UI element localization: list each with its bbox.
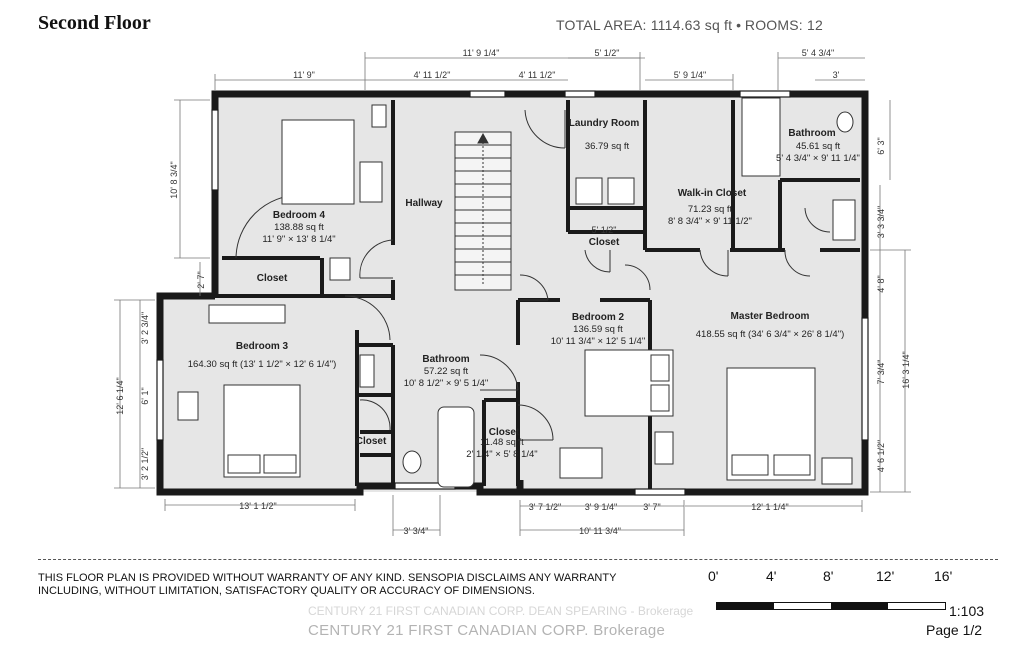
dim-bottom-bath: 3' 3/4": [403, 526, 429, 536]
dim-bottom-b2-right: 3' 7": [643, 502, 661, 512]
dim-bottom-master: 12' 1 1/4": [751, 502, 789, 512]
room-name-bath-master: Bathroom: [788, 128, 836, 139]
dim-bottom-b2-left: 3' 7 1/2": [528, 502, 562, 512]
scale-tick-0: 0': [708, 568, 719, 584]
dim-left-step: 2' 7": [196, 271, 206, 289]
total-area: TOTAL AREA: 1114.63 sq ft: [556, 17, 733, 33]
scale-tick-8: 8': [823, 568, 834, 584]
page-number: Page 1/2: [926, 622, 983, 638]
room-area-closet-b2: 11.48 sq ft: [480, 437, 524, 448]
dim-bottom-b2-window: 3' 9 1/4": [584, 502, 618, 512]
dim-top-bath: 5' 4 3/4": [801, 48, 835, 58]
room-info-bedroom3: 164.30 sq ft (13' 1 1/2" × 12' 6 1/4"): [187, 359, 337, 370]
room-area-walkin: 71.23 sq ft: [687, 204, 733, 215]
dim-left-b3-bottom: 3' 2 1/2": [140, 447, 150, 481]
room-name-hallway: Hallway: [405, 198, 443, 209]
room-area-bath-master: 45.61 sq ft: [795, 141, 841, 152]
scale-tick-16: 16': [934, 568, 953, 584]
dim-left-b3-top: 3' 2 3/4": [140, 311, 150, 345]
dim-right-step: 3' 3 3/4": [876, 205, 886, 239]
dim-right-bath: 6' 3": [876, 137, 886, 155]
dim-right-master-overall: 16' 3 1/4": [901, 351, 911, 389]
room-name-closet-b2: Closet: [488, 427, 520, 438]
dim-left-b4: 10' 8 3/4": [169, 161, 179, 199]
room-area-bedroom2: 136.59 sq ft: [573, 324, 623, 335]
room-dims-bedroom2: 10' 11 3/4" × 12' 5 1/4": [550, 336, 646, 347]
footer-divider: [38, 559, 998, 560]
room-dims-closet-b2: 2' 1/4" × 5' 8 1/4": [466, 449, 538, 460]
room-info-master: 418.55 sq ft (34' 6 3/4" × 26' 8 1/4"): [695, 329, 845, 340]
room-name-walkin: Walk-in Closet: [677, 188, 747, 199]
room-dims-walkin: 8' 8 3/4" × 9' 11 1/2": [668, 216, 752, 227]
scale-ratio: 1:103: [949, 603, 985, 619]
scale-tick-4: 4': [766, 568, 777, 584]
room-name-closet-b4: Closet: [256, 273, 288, 284]
room-dims-bath-hall: 10' 8 1/2" × 9' 5 1/4": [403, 378, 489, 389]
scale-bar: [716, 602, 946, 610]
room-name-closet-small: Closet: [588, 237, 620, 248]
room-name-bath-hall: Bathroom: [422, 354, 470, 365]
dim-closet-width: 5' 1/2": [591, 225, 617, 235]
summary-separator: •: [736, 17, 741, 33]
dim-top-hall-right: 4' 11 1/2": [518, 70, 556, 80]
scale-tick-12: 12': [876, 568, 895, 584]
dim-left-b3-window: 6' 1": [140, 387, 150, 405]
room-name-bedroom4: Bedroom 4: [272, 210, 326, 221]
room-dims-bath-master: 5' 4 3/4" × 9' 11 1/4": [776, 153, 860, 164]
room-name-laundry: Laundry Room: [568, 118, 640, 129]
area-summary: [556, 17, 823, 33]
dim-top-laundry: 5' 1/2": [594, 48, 620, 58]
room-area-bath-hall: 57.22 sq ft: [423, 366, 469, 377]
dim-right-master-top: 4' 8": [876, 275, 886, 293]
dim-top-overall: 11' 9 1/4": [462, 48, 500, 58]
dim-top-hall-left: 4' 11 1/2": [413, 70, 451, 80]
scale-labels: [700, 568, 970, 588]
bathtub: [438, 407, 474, 487]
disclaimer-text: THIS FLOOR PLAN IS PROVIDED WITHOUT WARRANTY OF ANY KIND. SENSOPIA DISCLAIMS ANY WARRANTY INCLUDING, WITHOUT LIMITATION, SATISFACTORY QUALITY OR ACCURACY OF DIMENSIONS.: [38, 572, 617, 597]
dim-right-master-window: 7' 3/4": [876, 359, 886, 385]
room-area-bedroom4: 138.88 sq ft: [274, 222, 324, 233]
room-count: ROOMS: 12: [744, 17, 823, 33]
dim-top-bath-small: 3': [832, 70, 840, 80]
staircase: [455, 132, 511, 290]
floor-title: Second Floor: [38, 12, 151, 34]
room-name-bedroom2: Bedroom 2: [571, 312, 625, 323]
dim-bottom-b2-overall: 10' 11 3/4": [579, 526, 621, 536]
dim-right-master-bottom: 4' 6 1/2": [876, 439, 886, 473]
room-area-laundry: 36.79 sq ft: [584, 141, 630, 152]
dim-left-b3-overall: 12' 6 1/4": [115, 377, 125, 415]
room-dims-bedroom4: 11' 9" × 13' 8 1/4": [262, 234, 336, 245]
room-name-closet-b3: Closet: [355, 436, 387, 447]
room-name-bedroom3: Bedroom 3: [235, 341, 289, 352]
watermark-faint: CENTURY 21 FIRST CANADIAN CORP. DEAN SPEARING - Brokerage: [308, 604, 694, 618]
dim-top-walkin: 5' 9 1/4": [673, 70, 707, 80]
watermark: CENTURY 21 FIRST CANADIAN CORP. Brokerage: [308, 622, 666, 639]
dim-bottom-b3: 13' 1 1/2": [239, 501, 277, 511]
room-name-master: Master Bedroom: [730, 311, 810, 322]
dim-top-b4: 11' 9": [293, 70, 315, 80]
bed-bedroom4: [282, 120, 354, 204]
